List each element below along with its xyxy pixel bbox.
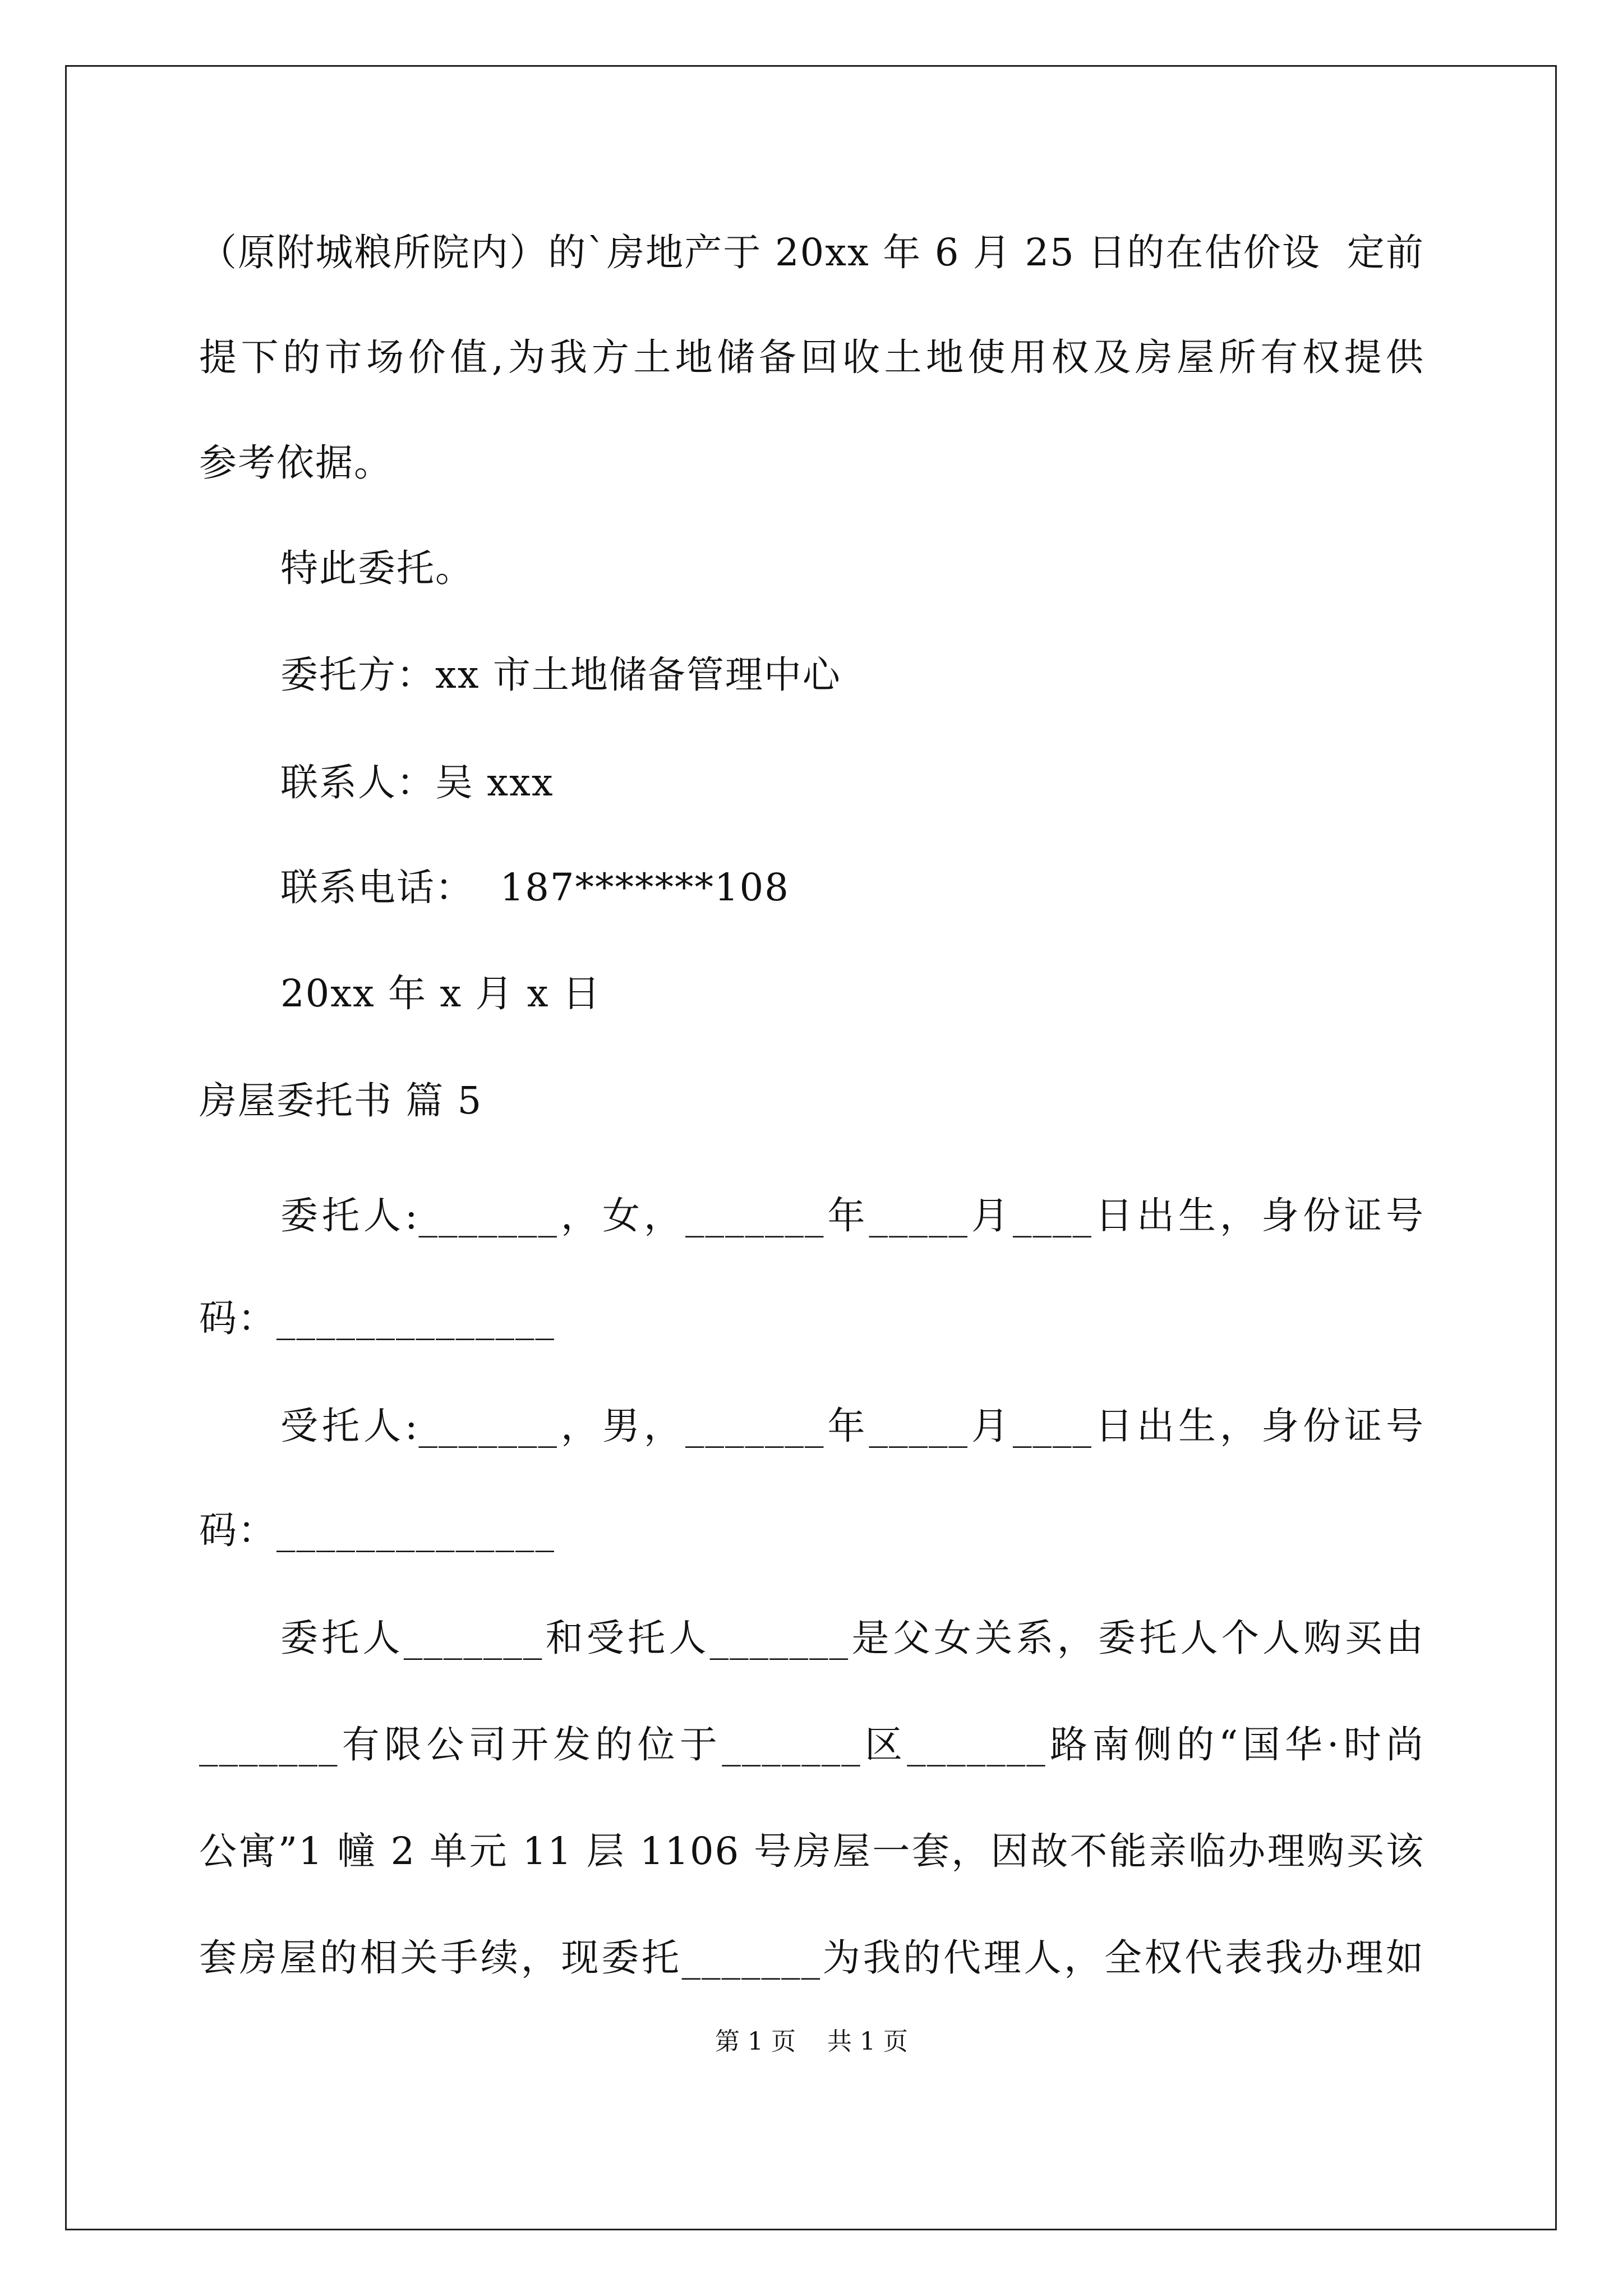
body-line-14: 委托人_______和受托人_______是父女关系，委托人个人购买由 [280,1616,1424,1660]
contact-person-line: 联系人：吴 xxx [280,761,554,804]
agent-id-line: 码：______________ [199,1508,555,1552]
statement-line: 特此委托。 [280,546,474,590]
principal-id-line: 码：______________ [199,1296,555,1340]
body-line-1: （原附城粮所院内）的`房地产于 20xx 年 6 月 25 日的在估价设 定前 [199,231,1424,274]
agent-line: 受托人:_______，男，_______年_____月____日出生，身份证号 [280,1404,1424,1448]
body-line-17: 套房屋的相关手续，现委托_______为我的代理人，全权代表我办理如 [199,1936,1424,1980]
client-line: 委托方：xx 市土地储备管理中心 [280,653,841,697]
page-border [65,65,1557,2230]
section-title: 房屋委托书 篇 5 [199,1079,483,1122]
body-line-15: _______有限公司开发的位于_______区_______路南侧的“国华·时尚 [199,1723,1424,1766]
body-line-3: 参考依据。 [199,441,393,485]
page-footer: 第 1 页 共 1 页 [715,2027,908,2056]
body-line-16: 公寓”1 幢 2 单元 11 层 1106 号房屋一套，因故不能亲临办理购买该 [199,1829,1424,1873]
contact-phone-line: 联系电话： 187*******108 [280,866,790,909]
date-line: 20xx 年 x 月 x 日 [280,972,601,1015]
principal-line: 委托人:_______，女，_______年_____月____日出生，身份证号 [280,1194,1424,1237]
body-line-2: 提下的市场价值,为我方土地储备回收土地使用权及房屋所有权提供 [199,335,1424,379]
